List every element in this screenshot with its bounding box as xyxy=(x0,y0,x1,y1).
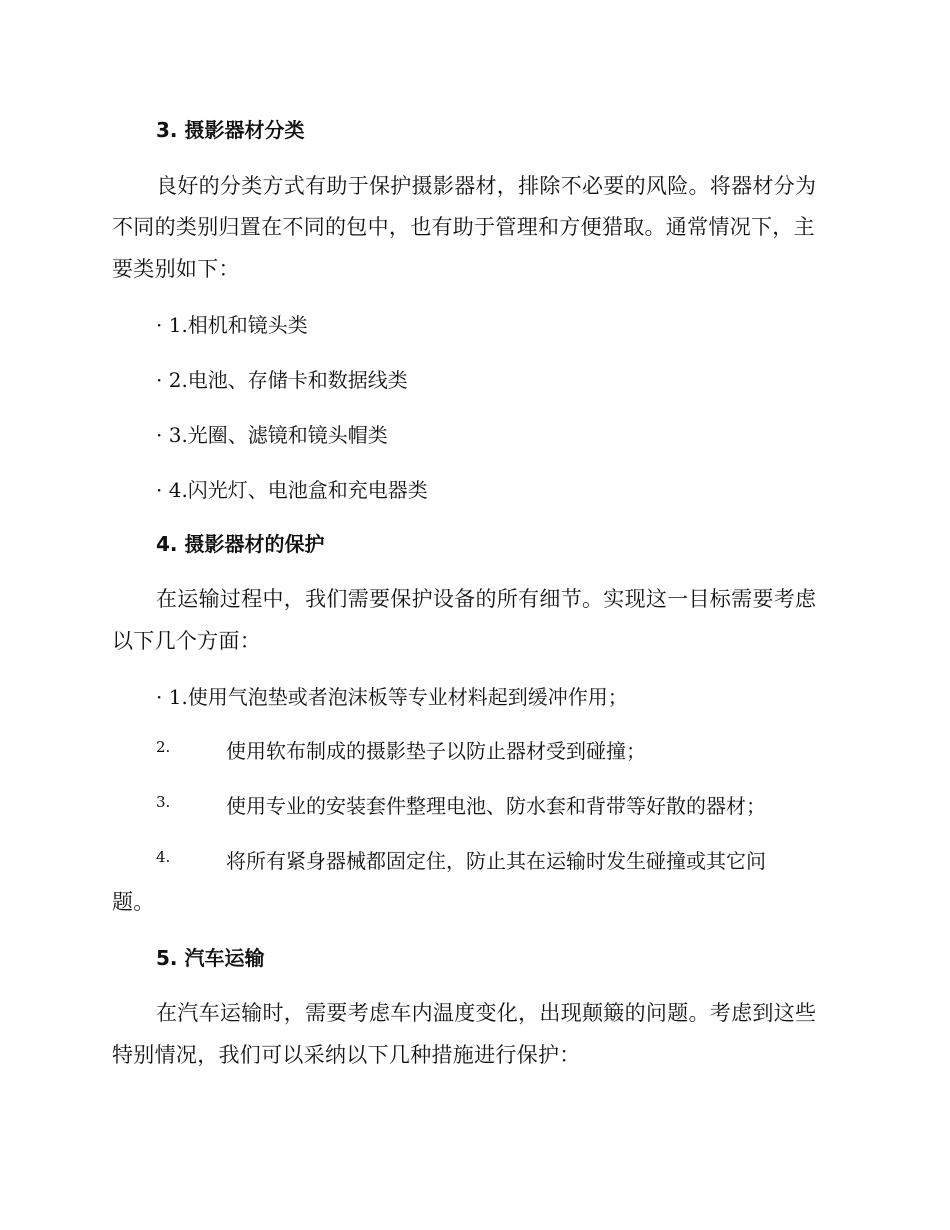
list-item: · 1.使用气泡垫或者泡沫板等专业材料起到缓冲作用； xyxy=(156,685,628,709)
list-item-number: 3. xyxy=(156,793,171,811)
section-3-paragraph-line-3: 要类别如下： xyxy=(112,257,240,281)
list-item-continuation: 题。 xyxy=(112,890,155,914)
list-item: · 4.闪光灯、电池盒和充电器类 xyxy=(156,478,428,502)
section-4-heading: 4. 摄影器材的保护 xyxy=(156,532,325,556)
section-4-paragraph-line-1: 在运输过程中，我们需要保护设备的所有细节。实现这一目标需要考虑 xyxy=(156,587,817,611)
section-3-heading: 3. 摄影器材分类 xyxy=(156,118,305,142)
list-item-number: 4. xyxy=(156,848,171,866)
section-3-paragraph-line-1: 良好的分类方式有助于保护摄影器材，排除不必要的风险。将器材分为 xyxy=(156,174,817,198)
list-item: 使用专业的安装套件整理电池、防水套和背带等好散的器材； xyxy=(226,794,766,818)
list-item: 将所有紧身器械都固定住，防止其在运输时发生碰撞或其它问 xyxy=(226,849,766,873)
list-item: · 2.电池、存储卡和数据线类 xyxy=(156,368,408,392)
list-item: · 3.光圈、滤镜和镜头帽类 xyxy=(156,423,388,447)
section-4-paragraph-line-2: 以下几个方面： xyxy=(112,629,262,653)
section-3-paragraph-line-2: 不同的类别归置在不同的包中，也有助于管理和方便猎取。通常情况下，主 xyxy=(112,215,815,239)
section-5-paragraph-line-1: 在汽车运输时，需要考虑车内温度变化，出现颠簸的问题。考虑到这些 xyxy=(156,1001,817,1025)
section-5-paragraph-line-2: 特别情况，我们可以采纳以下几种措施进行保护： xyxy=(112,1043,581,1067)
section-5-heading: 5. 汽车运输 xyxy=(156,946,265,970)
list-item-number: 2. xyxy=(156,738,171,756)
list-item: · 1.相机和镜头类 xyxy=(156,313,308,337)
list-item: 使用软布制成的摄影垫子以防止器材受到碰撞； xyxy=(226,739,646,763)
